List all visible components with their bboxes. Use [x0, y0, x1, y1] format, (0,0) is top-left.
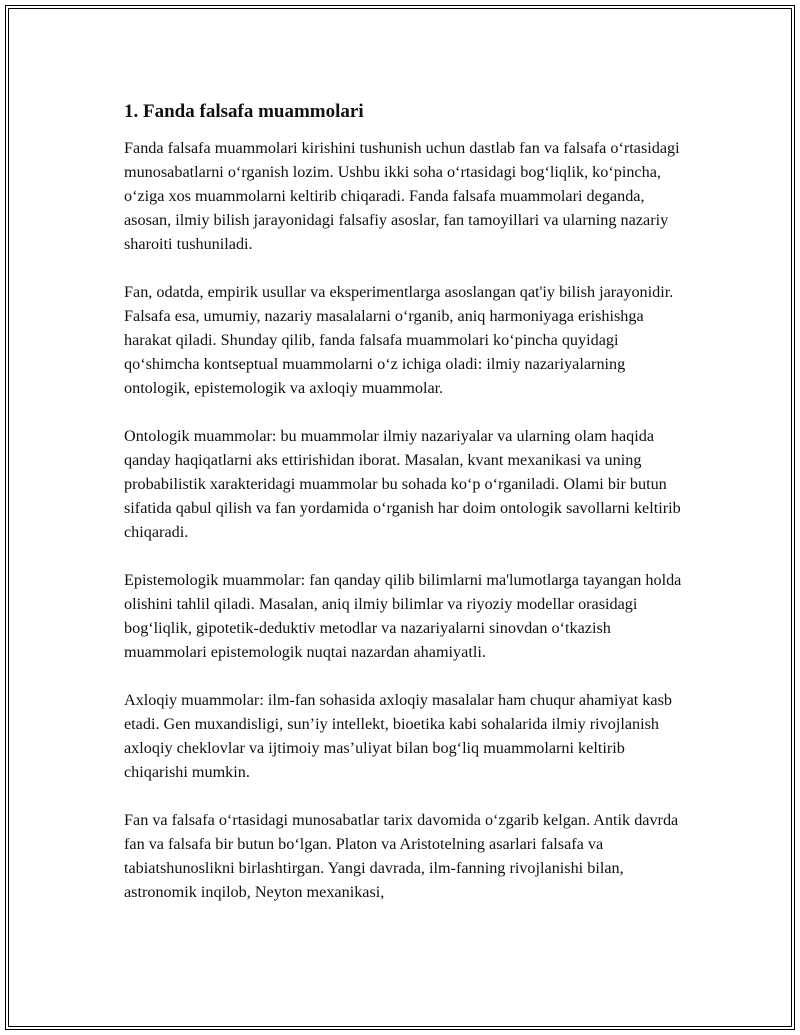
document-body	[124, 100, 690, 928]
paragraph-science-philosophy: Fan, odatda, empirik usullar va eksperimentlarga asoslangan qat'iy bilish jarayonidir. Falsafa esa, umumiy, nazariy masalalarni o‘rganib, aniq harmoniyaga erishishga harakat qiladi. Shunday qilib, fanda falsafa muammolari ko‘pincha quyidagi qo‘shimcha kontseptual muammolarni o‘z ichiga oladi: ilmiy nazariyalarning ontologik, epistemologik va axloqiy muammolar.	[124, 283, 674, 397]
paragraph-intro: Fanda falsafa muammolari kirishini tushunish uchun dastlab fan va falsafa o‘rtasidagi munosabatlarni o‘rganish lozim. Ushbu ikki soha o‘rtasidagi bog‘liqlik, ko‘pincha, o‘ziga xos muammolarni keltirib chiqaradi. Fanda falsafa muammolari deganda, asosan, ilmiy bilish jarayonidagi falsafiy asoslar, fan tamoyillari va ularning nazariy sharoiti tushuniladi.	[124, 139, 680, 253]
paragraph-history: Fan va falsafa o‘rtasidagi munosabatlar tarix davomida o‘zgarib kelgan. Antik davrda fan va falsafa bir butun bo‘lgan. Platon va Aristotelning asarlari falsafa va tabiatshunoslikni birlashtirgan. Yangi davrada, ilm-fanning rivojlanishi bilan, astronomik inqilob, Neyton mexanikasi,	[124, 811, 679, 901]
page-frame	[5, 5, 795, 1030]
paragraph-epistemological: Epistemologik muammolar: fan qanday qilib bilimlarni ma'lumotlarga tayangan holda olishini tahlil qiladi. Masalan, aniq ilmiy bilimlar va riyoziy modellar orasidagi bog‘liqlik, gipotetik-deduktiv metodlar va nazariyalarni sinovdan o‘tkazish muammolari epistemologik nuqtai nazardan ahamiyatli.	[124, 571, 682, 661]
paragraph-ethical: Axloqiy muammolar: ilm-fan sohasida axloqiy masalalar ham chuqur ahamiyat kasb etadi. Gen muxandisligi, sun’iy intellekt, bioetika kabi sohalarida ilmiy rivojlanish axloqiy cheklovlar va ijtimoiy mas’uliyat bilan bog‘liq muammolarni keltirib chiqarishi mumkin.	[124, 691, 672, 781]
paragraph-ontological: Ontologik muammolar: bu muammolar ilmiy nazariyalar va ularning olam haqida qanday haqiqatlarni aks ettirishidan iborat. Masalan, kvant mexanikasi va uning probabilistik xarakteridagi muammolar bu sohada ko‘p o‘rganiladi. Olami bir butun sifatida qabul qilish va fan yordamida o‘rganish har doim ontologik savollarni keltirib chiqaradi.	[124, 427, 681, 541]
section-heading: 1. Fanda falsafa muammolari	[124, 101, 364, 122]
